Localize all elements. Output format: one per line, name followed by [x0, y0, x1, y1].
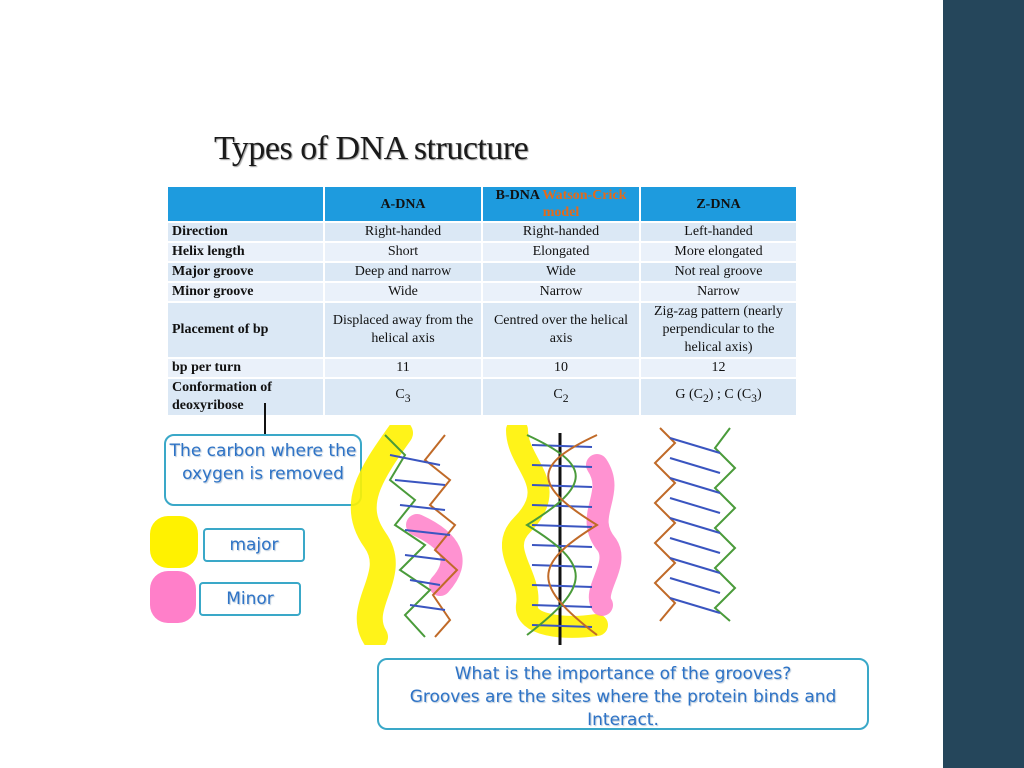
cell-z: Zig-zag pattern (nearly perpendicular to the helical axis) — [640, 302, 797, 358]
cell-a: Right-handed — [324, 222, 482, 242]
header-b-dna-note: Watson-Crick model — [542, 188, 627, 220]
header-b-dna — [482, 186, 640, 222]
cell-z: Left-handed — [640, 222, 797, 242]
major-groove-swatch — [150, 516, 198, 568]
b-dna-major-groove-highlight — [513, 430, 597, 627]
cell-b: Right-handed — [482, 222, 640, 242]
row-label: Direction — [167, 222, 324, 242]
row-label: bp per turn — [167, 358, 324, 378]
page-title: Types of DNA structure — [214, 130, 529, 167]
table-row — [167, 222, 797, 242]
table-row — [167, 302, 797, 358]
right-sidebar-band — [943, 0, 1024, 768]
cell-a: Wide — [324, 282, 482, 302]
cell-a: 11 — [324, 358, 482, 378]
cell-b — [482, 378, 640, 416]
carbon-note-text: The carbon where the oxygen is removed — [169, 441, 357, 484]
major-legend-label: major — [229, 535, 279, 555]
row-label: Helix length — [167, 242, 324, 262]
table-row — [167, 242, 797, 262]
cell-a: Deep and narrow — [324, 262, 482, 282]
sugar-pucker-z-g-sub: 2 — [702, 391, 709, 405]
header-b-dna-label: B-DNA — [495, 188, 540, 203]
header-empty-cell — [167, 186, 324, 222]
sugar-pucker-b-sub: 2 — [562, 391, 569, 405]
grooves-answer: Grooves are the sites where the protein binds and Interact. — [409, 687, 837, 730]
minor-groove-swatch — [150, 571, 196, 623]
grooves-importance-callout — [377, 658, 869, 730]
sugar-pucker-z-c-sub: 3 — [751, 391, 757, 405]
table-row — [167, 282, 797, 302]
cell-z: More elongated — [640, 242, 797, 262]
cell-a: Short — [324, 242, 482, 262]
sugar-pucker-a-sub: 3 — [404, 391, 411, 405]
arrow-line — [264, 403, 266, 437]
major-legend-box — [203, 528, 305, 562]
cell-z: Narrow — [640, 282, 797, 302]
table-row — [167, 378, 797, 416]
row-label: Conformation of deoxyribose — [167, 378, 324, 416]
sugar-pucker-a: C — [395, 387, 405, 403]
a-dna-helix-image — [345, 425, 475, 645]
table-header-row — [167, 186, 797, 222]
z-dna-base-pairs — [670, 438, 720, 613]
b-dna-minor-groove-highlight — [597, 465, 611, 605]
cell-z: 12 — [640, 358, 797, 378]
sugar-pucker-z-end: ) — [757, 387, 762, 403]
cell-b: Centred over the helical axis — [482, 302, 640, 358]
sugar-pucker-z-g: G (C — [675, 387, 703, 403]
cell-z — [640, 378, 797, 416]
table-row — [167, 262, 797, 282]
sugar-pucker-z-mid: ) ; C (C — [708, 387, 752, 403]
cell-b: Narrow — [482, 282, 640, 302]
b-dna-helix-image — [502, 425, 622, 645]
row-label: Major groove — [167, 262, 324, 282]
z-dna-helix-image — [640, 423, 750, 623]
dna-comparison-table — [166, 185, 798, 417]
cell-a — [324, 378, 482, 416]
header-a-dna: A-DNA — [324, 186, 482, 222]
cell-b: Elongated — [482, 242, 640, 262]
table-row — [167, 358, 797, 378]
row-label: Placement of bp — [167, 302, 324, 358]
header-z-dna: Z-DNA — [640, 186, 797, 222]
cell-z: Not real groove — [640, 262, 797, 282]
grooves-question: What is the importance of the grooves? — [454, 664, 792, 684]
carbon-note-callout — [164, 434, 362, 506]
sugar-pucker-b: C — [553, 387, 563, 403]
cell-b: Wide — [482, 262, 640, 282]
row-label: Minor groove — [167, 282, 324, 302]
a-dna-major-groove-highlight — [364, 433, 400, 637]
cell-a: Displaced away from the helical axis — [324, 302, 482, 358]
minor-legend-box — [199, 582, 301, 616]
cell-b: 10 — [482, 358, 640, 378]
minor-legend-label: Minor — [226, 589, 274, 609]
